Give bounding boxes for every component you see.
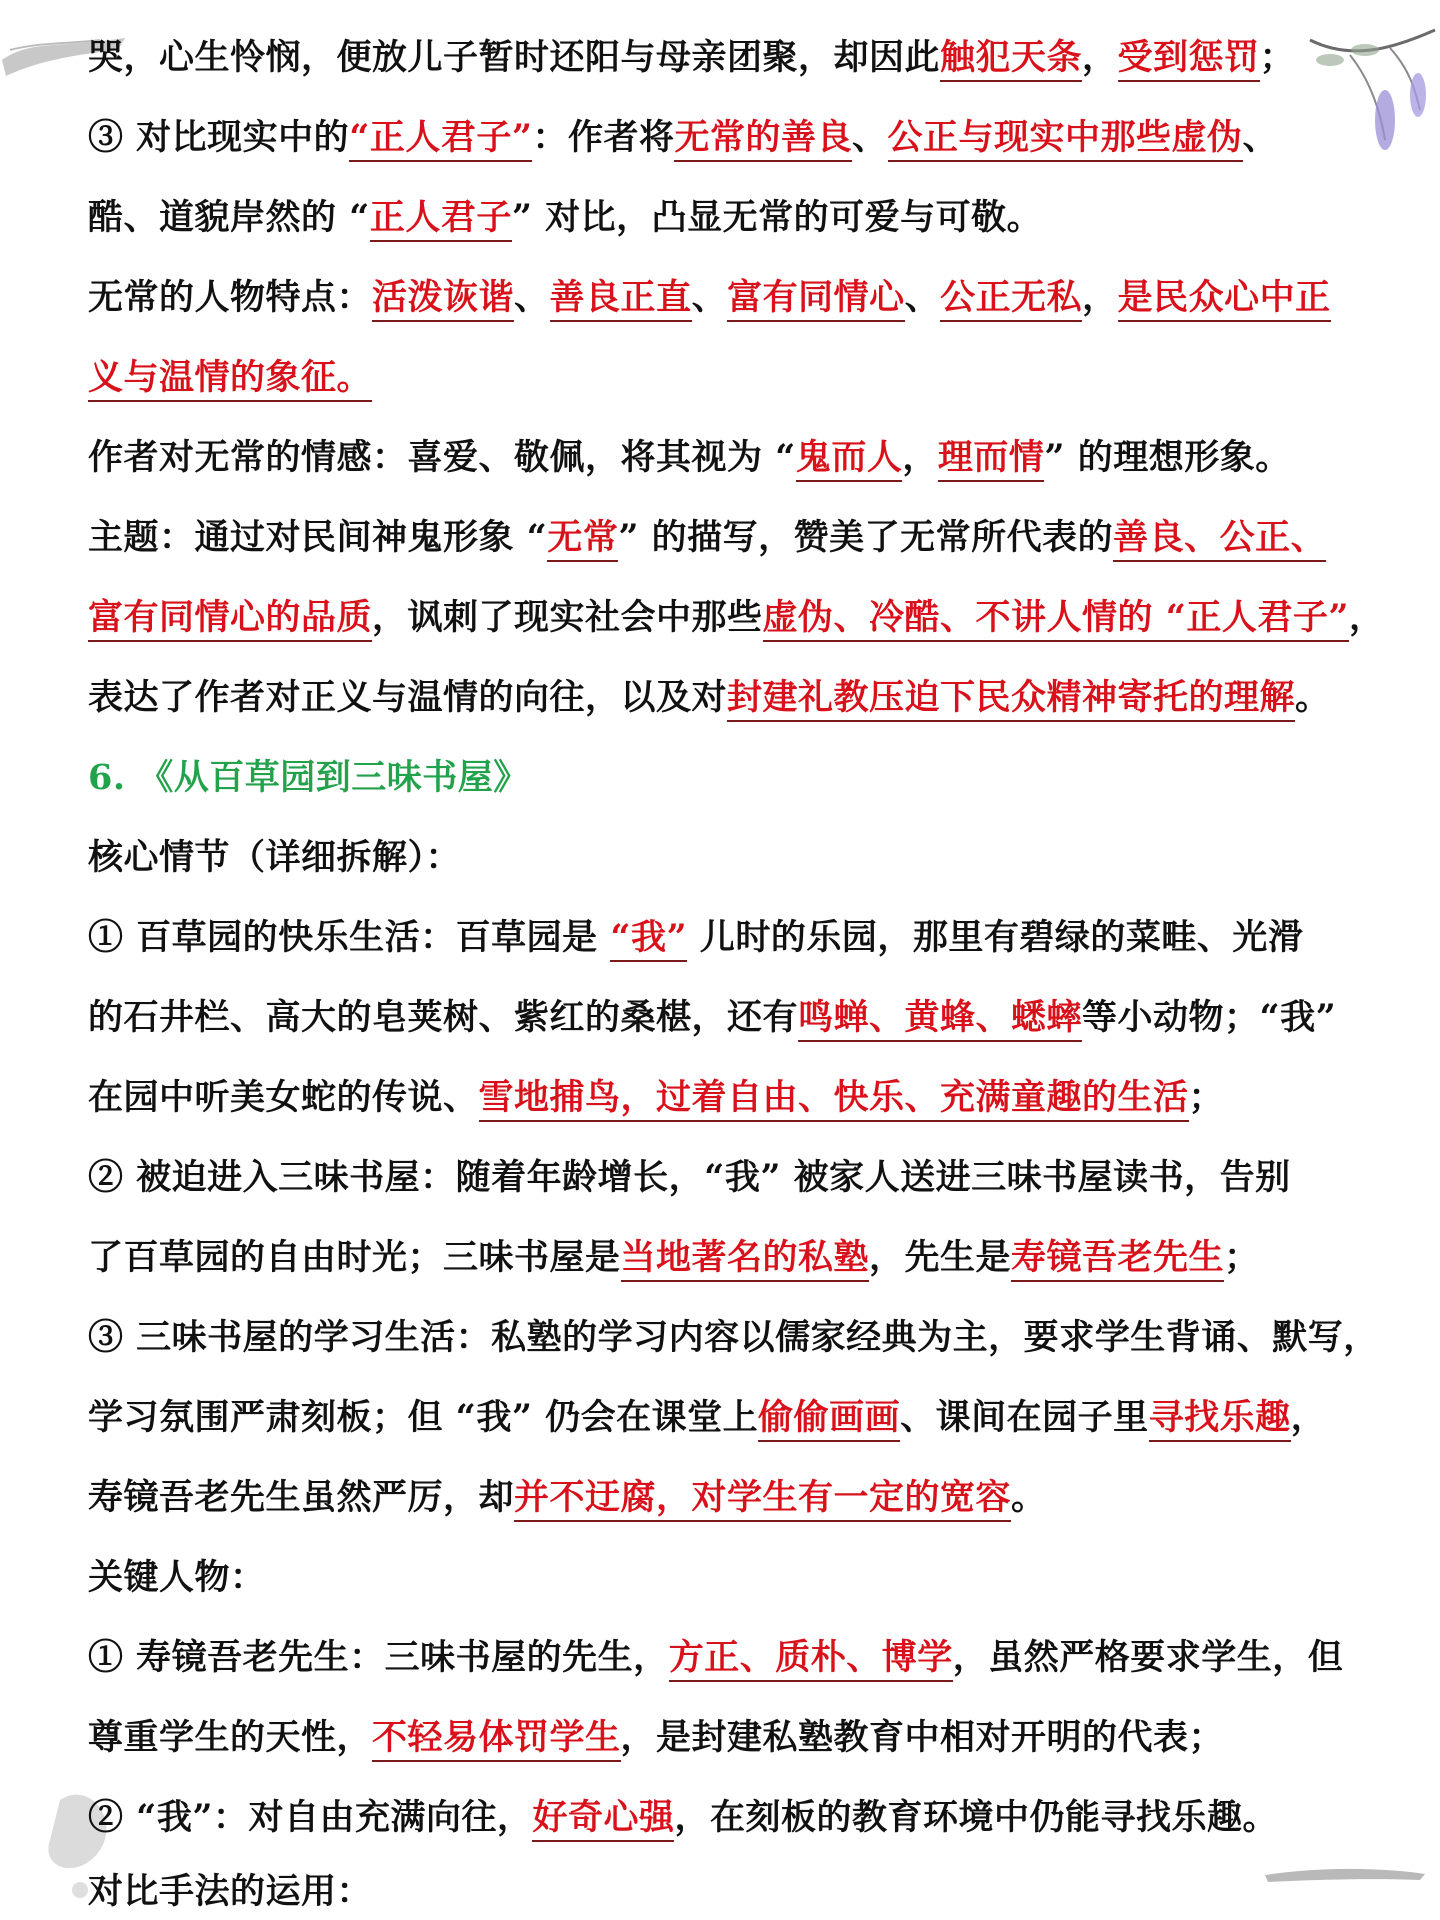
- highlight-text: 好奇心强: [532, 1797, 674, 1842]
- plain-text: ③ 对比现实中的: [88, 117, 350, 158]
- plain-text: ，是封建私塾教育中相对开明的代表；: [620, 1717, 1225, 1758]
- plain-text: 、课间在园子里: [900, 1397, 1149, 1438]
- highlight-text: 公正与现实中那些虚伪: [888, 117, 1243, 162]
- section-title-text: 6. 《从百草园到三味书屋》: [88, 757, 529, 798]
- highlight-text: 方正、质朴、博学: [669, 1637, 953, 1682]
- text-line: [88, 1236, 1260, 1280]
- highlight-text: 不轻易体罚学生: [372, 1717, 621, 1762]
- plain-text: ：作者将: [532, 117, 675, 158]
- highlight-text: 活泼诙谐: [372, 277, 514, 322]
- text-line: [88, 1716, 1224, 1760]
- text-line: [88, 1476, 1047, 1520]
- section-title: [88, 756, 529, 800]
- text-line: [88, 36, 1295, 80]
- highlight-text: 理而情: [938, 437, 1045, 482]
- plain-text: 酷、道貌岸然的 “: [88, 197, 370, 238]
- highlight-text: 并不迂腐，对学生有一定的宽容: [514, 1477, 1011, 1522]
- plain-text: 哭，心生怜悯，便放儿子暂时还阳与母亲团聚，却因此: [88, 37, 941, 78]
- highlight-text: 善良、公正、: [1113, 517, 1326, 562]
- text-line: [88, 596, 1385, 640]
- highlight-text: 寿镜吾老先生: [1011, 1237, 1224, 1282]
- text-line: [88, 516, 1326, 560]
- plain-text: 、: [514, 277, 550, 318]
- text-line: [88, 1396, 1326, 1440]
- plain-text: ② “我”：对自由充满向往，: [88, 1797, 533, 1838]
- text-line: [88, 916, 1303, 960]
- plain-text: 在园中听美女蛇的传说、: [88, 1077, 479, 1118]
- brush-stroke-icon: [1260, 1860, 1430, 1890]
- highlight-text: 无常的善良: [674, 117, 852, 162]
- plain-text: ，: [1082, 277, 1118, 318]
- plain-text: ① 寿镜吾老先生：三味书屋的先生，: [88, 1637, 669, 1678]
- plain-text: ，虽然严格要求学生，但: [952, 1637, 1344, 1678]
- highlight-text: “正人君子”: [349, 117, 532, 162]
- plain-text: 了百草园的自由时光；三味书屋是: [88, 1237, 621, 1278]
- plain-text: 、: [904, 277, 941, 318]
- subheading-text: 关键人物：: [88, 1557, 266, 1598]
- highlight-text: 富有同情心: [727, 277, 905, 322]
- plain-text: ③ 三味书屋的学习生活：私塾的学习内容以儒家经典为主，要求学生背诵、默写，: [88, 1317, 1379, 1358]
- text-line: [88, 116, 1278, 160]
- plain-text: 儿时的乐园，那里有碧绿的菜畦、光滑: [687, 917, 1304, 958]
- subheading: [88, 1870, 372, 1914]
- plain-text: ；: [1224, 1237, 1260, 1278]
- text-line: [88, 996, 1336, 1040]
- text-line: [88, 1796, 1278, 1840]
- wisteria-branch-icon: [1290, 20, 1440, 190]
- plain-text: 。: [1295, 677, 1331, 718]
- plain-text: 、: [851, 117, 888, 158]
- highlight-text: 虚伪、冷酷、不讲人情的 “正人君子”: [763, 597, 1349, 642]
- plain-text: 的石井栏、高大的皂荚树、紫红的桑椹，还有: [88, 997, 799, 1038]
- plain-text: ，在刻板的教育环境中仍能寻找乐趣。: [674, 1797, 1278, 1838]
- plain-text: 。: [1011, 1477, 1047, 1518]
- plain-text: ；: [1188, 1077, 1225, 1118]
- subheading: [88, 1556, 266, 1600]
- subheading: [88, 836, 461, 880]
- plain-text: ② 被迫进入三味书屋：随着年龄增长，“我” 被家人送进三味书屋读书，告别: [88, 1157, 1291, 1198]
- plain-text: 尊重学生的天性，: [88, 1717, 373, 1758]
- text-line: [88, 356, 372, 400]
- plain-text: 、: [691, 277, 728, 318]
- highlight-text: 公正无私: [940, 277, 1082, 322]
- text-line: [88, 1076, 1224, 1120]
- highlight-text: 义与温情的象征。: [88, 357, 372, 402]
- subheading-text: 核心情节（详细拆解）：: [88, 837, 462, 878]
- text-line: [88, 676, 1331, 720]
- text-line: [88, 1156, 1291, 1200]
- plain-text: 表达了作者对正义与温情的向往，以及对: [88, 677, 728, 718]
- plain-text: ，: [902, 437, 938, 478]
- highlight-text: “我”: [610, 917, 687, 962]
- highlight-text: 是民众心中正: [1118, 277, 1331, 322]
- highlight-text: 无常: [547, 517, 618, 562]
- plain-text: ” 的理想形象。: [1044, 437, 1291, 478]
- highlight-text: 当地著名的私塾: [621, 1237, 870, 1282]
- highlight-text: 雪地捕鸟，过着自由、快乐、充满童趣的生活: [479, 1077, 1189, 1122]
- highlight-text: 封建礼教压迫下民众精神寄托的理解: [727, 677, 1295, 722]
- highlight-text: 善良正直: [550, 277, 692, 322]
- highlight-text: 触犯天条: [940, 37, 1082, 82]
- plain-text: ；: [1259, 37, 1296, 78]
- plain-text: ，: [1082, 37, 1118, 78]
- plain-text: 、: [1242, 117, 1279, 158]
- plain-text: ” 对比，凸显无常的可爱与可敬。: [511, 197, 1043, 238]
- plain-text: 寿镜吾老先生虽然严厉，却: [88, 1477, 515, 1518]
- plain-text: ” 的描写，赞美了无常所代表的: [618, 517, 1114, 558]
- text-line: [88, 1316, 1379, 1360]
- plain-text: ，: [1348, 597, 1385, 638]
- plain-text: 作者对无常的情感：喜爱、敬佩，将其视为 “: [88, 437, 796, 478]
- plain-text: ，先生是: [869, 1237, 1012, 1278]
- plain-text: 等小动物；“我”: [1082, 997, 1337, 1038]
- plain-text: ① 百草园的快乐生活：百草园是: [88, 917, 611, 958]
- text-line: [88, 436, 1291, 480]
- highlight-text: 鬼而人: [796, 437, 903, 482]
- highlight-text: 偷偷画画: [758, 1397, 900, 1442]
- subheading-text: 对比手法的运用：: [88, 1871, 373, 1912]
- plain-text: ，: [1290, 1397, 1327, 1438]
- highlight-text: 寻找乐趣: [1149, 1397, 1291, 1442]
- plain-text: 主题：通过对民间神鬼形象 “: [88, 517, 548, 558]
- text-line: [88, 1636, 1343, 1680]
- plain-text: ，讽刺了现实社会中那些: [372, 597, 763, 638]
- highlight-text: 正人君子: [370, 197, 512, 242]
- text-line: [88, 196, 1042, 240]
- plain-text: 无常的人物特点：: [88, 277, 373, 318]
- highlight-text: 鸣蝉、黄蜂、蟋蟀: [798, 997, 1082, 1042]
- highlight-text: 受到惩罚: [1118, 37, 1260, 82]
- plain-text: 学习氛围严肃刻板；但 “我” 仍会在课堂上: [88, 1397, 759, 1438]
- text-line: [88, 276, 1331, 320]
- highlight-text: 富有同情心的品质: [88, 597, 372, 642]
